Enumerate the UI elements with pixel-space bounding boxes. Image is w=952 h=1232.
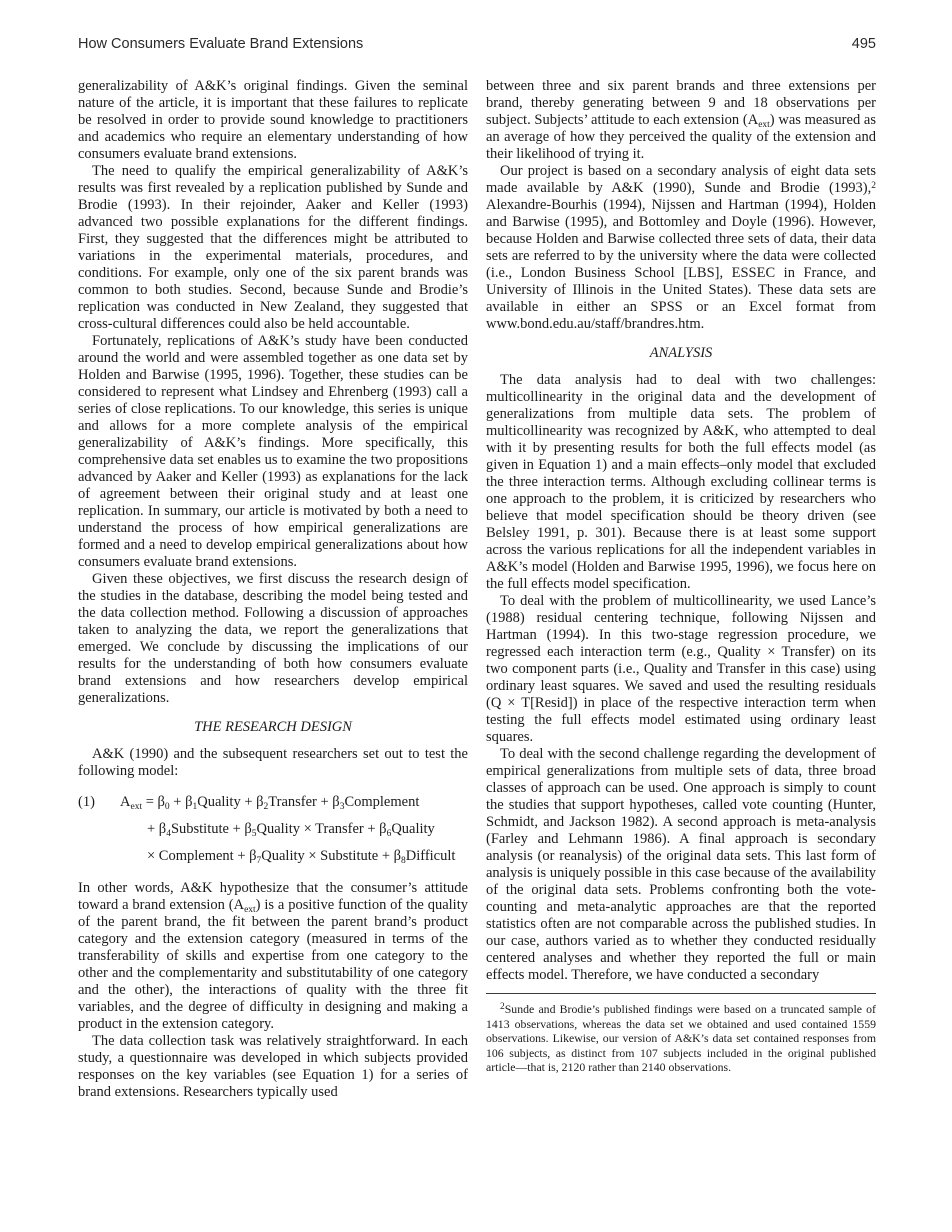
paragraph: Given these objectives, we first discuss the research design of the studies in the database, describing the model being tested and the data collection method. Following a discussion of approaches taken to analyzing the data, we report the generalizations that emerged. We conclude by discussing the implications of our results for the understanding of both how consumers evaluate brand extensions and how researchers develop empirical generalizations. [78,571,468,706]
section-heading-research-design: THE RESEARCH DESIGN [194,719,352,735]
paragraph: To deal with the second challenge regarding the development of empirical generalizations from multiple sets of data, three broad classes of approach can be used. One approach is simply to count the studies that support hypotheses, called vote counting (Hunter, Schmidt, and Jackson 1982). A second approach is meta-analysis (Farley and Lehmann 1986). A final approach is secondary analysis (or reanalysis) of the original data sets. This last form of analysis is uniquely possible in this case because of the availability of the original data sets. Problems confronting both the vote-counting and meta-analytic approaches are that the reported statistics often are not comparable across the published studies. In our case, authors varied as to whether they conducted residually centered analyses and whether they reported the full or main effects model. Therefore, we have conducted a secondary [486,746,876,983]
paragraph: Fortunately, replications of A&K’s study have been conducted around the world and were assembled together as one data set by Holden and Barwise (1995, 1996). Together, these studies can be considered to represent what Lindsey and Ehrenberg (1993) call a series of close replications. To our knowledge, this series is unique and allows for a more complete analysis of the empirical generalizability of A&K’s findings. More specifically, this comprehensive data set enables us to examine the two propositions advanced by Aaker and Keller (1993) as explanations for the lack of agreement between their original study and at least one replication. In summary, our article is motivated by both a need to understand the process of how empirical generalizations are formed and a need to develop empirical generalizations about how consumers evaluate brand extensions. [78,333,468,570]
paragraph: A&K (1990) and the subsequent researchers set out to test the following model: [78,746,468,779]
right-column [486,78,876,1101]
equation-formula-line-1: $A_{ext} = \beta_0$ + $\beta_1Quality$ + $\beta_2Transfer$ + $\beta_3Complement$ [120,794,420,812]
equation-formula-line-3: × Complement + $\beta_7Quality$ × Substitute + $\beta_8Difficult$ [147,848,456,866]
page-number: 495 [851,36,876,52]
left-column [78,78,468,1101]
paragraph: generalizability of A&K’s original findings. Given the seminal nature of the article, it is important that these failures to replicate be resolved in order to provide sound knowledge to practitioners and academics who require an elementary understanding of how consumers evaluate brand extensions. [78,78,468,162]
equation-number: (1) [78,794,95,810]
paragraph: The data analysis had to deal with two challenges: multicollinearity in the original data and the development of generalizations from multiple data sets. The problem of multicollinearity was recognized by A&K, who attempted to deal with it by presenting results for both the full effects model (as given in Equation 1) and a main effects–only model that excluded the three interaction terms. Although excluding collinear terms is one approach to the problem, it is criticized by researchers who believe that model specification should be theory driven (see Belsley 1991, p. 301). Because there is at least some support across the various replications for all the independent variables in A&K’s model (Holden and Barwise 1995, 1996), we focus here on the full effects model specification. [486,372,876,592]
equation-line [78,789,468,816]
paragraph: To deal with the problem of multicollinearity, we used Lance’s (1988) residual centering technique, following Nijssen and Hartman (1994). In this two-stage regression procedure, we regressed each interaction term (e.g., Quality × Transfer) on its two component parts (i.e., Quality and Transfer in this case) using ordinary least squares. We saved and used the resulting residuals (Q × T[Resid]) in place of the respective interaction term when testing the full effects model estimated using ordinary least squares. [486,593,876,745]
paragraph: between three and six parent brands and three extensions per brand, thereby generating between 9 and 18 observations per subject. Subjects’ attitude to each extension $(A_{ext})$ was measured as an average of how they perceived the quality of the extension and their likelihood of trying it. [486,78,877,162]
equation-block [78,789,468,870]
equation-formula-line-2: + $\beta_4Substitute$ + $\beta_5Quality$ × Transfer + $\beta_6Quality$ [147,821,435,839]
two-column-body [78,78,876,1101]
section-heading-analysis: ANALYSIS [649,345,713,361]
running-head-title: How Consumers Evaluate Brand Extensions [78,36,364,52]
paragraph: The data collection task was relatively straightforward. In each study, a questionnaire was developed in which subjects provided responses on the key variables (see Equation 1) for a series of brand extensions. Researchers typically used [78,1033,468,1100]
footnote-section [486,993,876,1075]
paragraph: Our project is based on a secondary analysis of eight data sets made available by A&K (1990), Sunde and Brodie (1993),$^2$ Alexandre-Bourhis (1994), Nijssen and Hartman (1994), Holden and Barwise (1995), and Bottomley and Doyle (1996). However, because Holden and Barwise collected three sets of data, their data sets are referred to by the university where the data were collected (i.e., London Business School [LBS], ESSEC in France, and University of Illinois in the United States). These data sets are available in either an SPSS or an Excel format from www.bond.edu.au/staff/brandres.htm. [486,163,876,332]
footnote-text: $^2$Sunde and Brodie’s published findings were based on a truncated sample of 1413 observations, whereas the data set we obtained and used contained 1559 observations. Likewise, our version of A&K’s data set contained responses from 106 subjects, as distinct from 107 subjects included in the original published article—that is, 2120 rather than 2140 observations. [486,1002,876,1075]
paragraph: The need to qualify the empirical generalizability of A&K’s results was first revealed by a replication published by Sunde and Brodie (1993). In their rejoinder, Aaker and Keller (1993) advanced two possible explanations for the different findings. First, they suggested that the differences might be attributed to variations in the experimental materials, procedures, and conditions. For example, only one of the six parent brands was common to both studies. Second, because Sunde and Brodie’s replication was conducted in New Zealand, they suggested that cross-cultural differences could also be held accountable. [78,163,468,332]
running-header [78,36,876,52]
paragraph: In other words, A&K hypothesize that the consumer’s attitude toward a brand extension $(A_{ext})$ is a positive function of the quality of the parent brand, the fit between the parent brand’s product category and the extension category (measured in terms of the transferability of skills and expertise from one category to the other and the complementarity and substitutability of one category and the other), the interactions of quality with the three fit variables, and the degree of difficulty in designing and making a product in the extension category. [78,880,468,1032]
